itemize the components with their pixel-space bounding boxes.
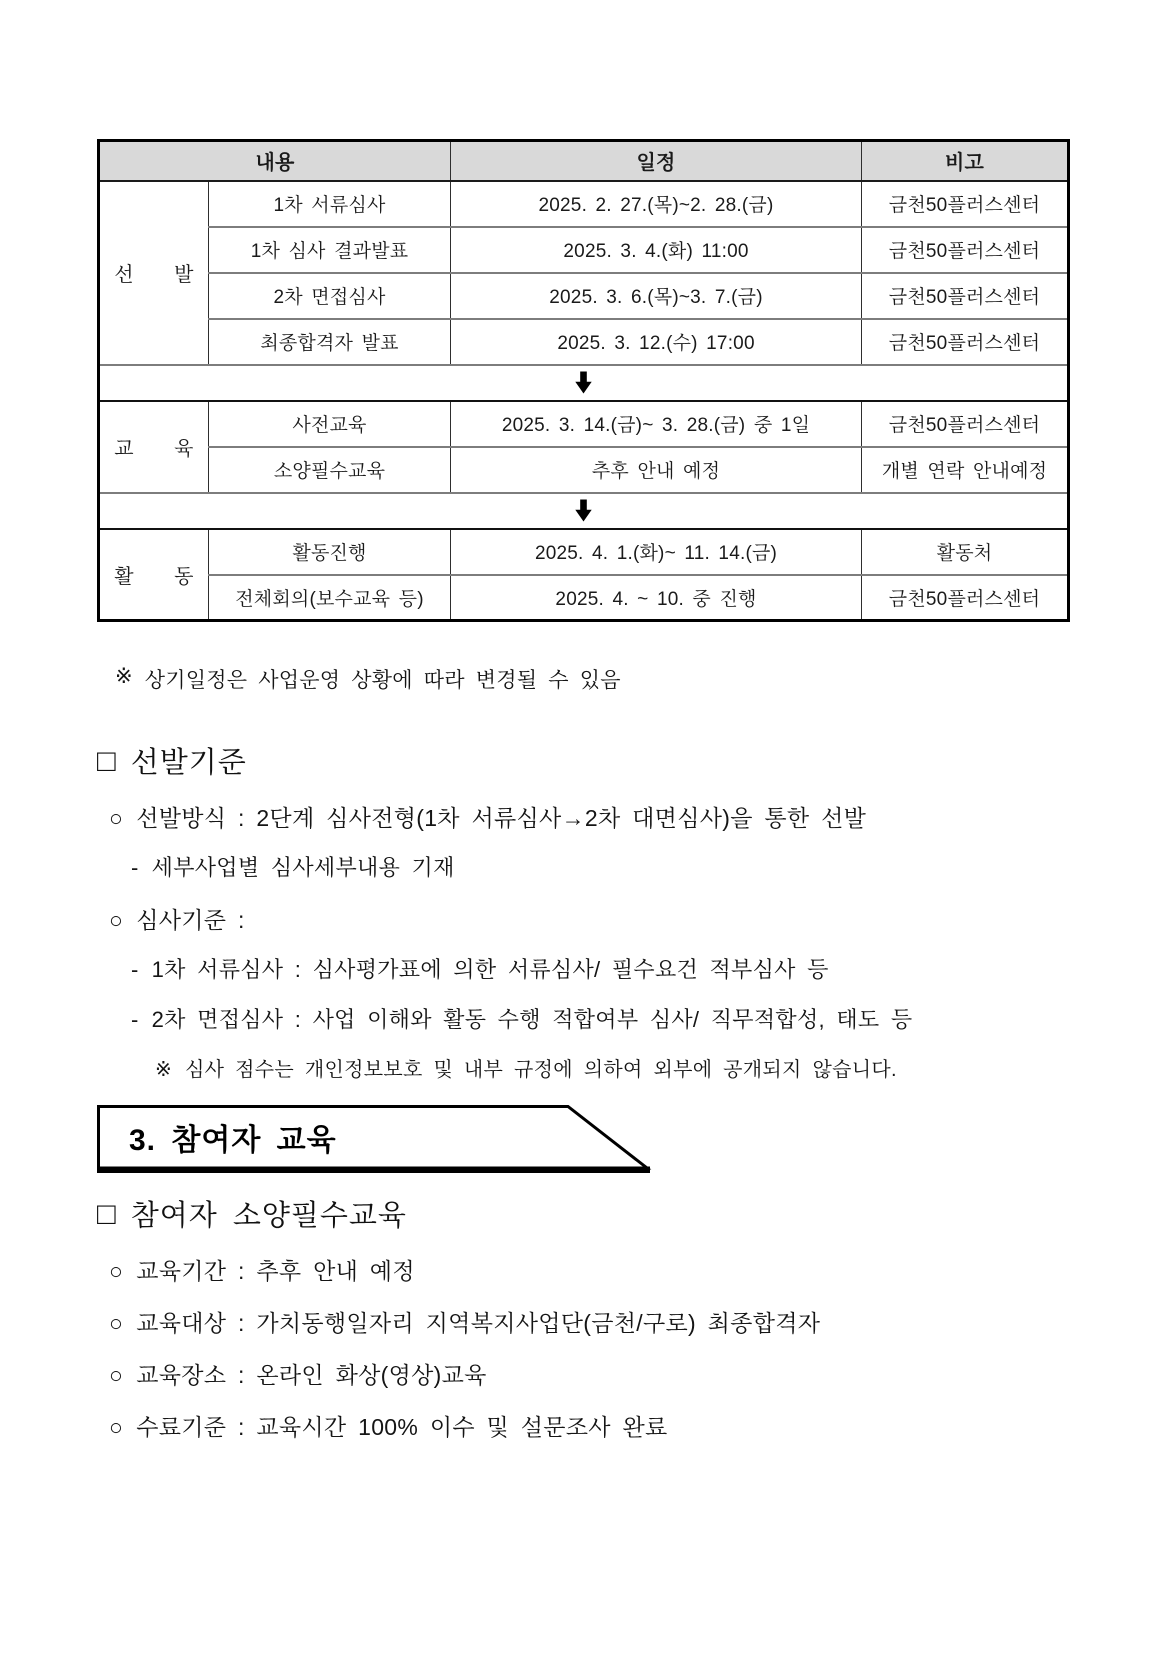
table-header-row bbox=[99, 141, 1069, 181]
note-text: 상기일정은 사업운영 상황에 따라 변경될 수 있음 bbox=[144, 669, 621, 692]
note-cell: 활동처 bbox=[862, 529, 1069, 575]
table-row bbox=[99, 401, 1069, 447]
table-row bbox=[99, 447, 1069, 493]
schedule-cell: 2025. 3. 6.(목)~3. 7.(금) bbox=[451, 273, 862, 319]
list-item-text: 교육기간 : 추후 안내 예정 bbox=[136, 1258, 415, 1284]
schedule-cell: 2025. 4. ~ 10. 중 진행 bbox=[451, 575, 862, 621]
schedule-cell: 2025. 3. 12.(수) 17:00 bbox=[451, 319, 862, 365]
dash-bullet-icon: - bbox=[131, 855, 139, 880]
square-bullet-icon: □ bbox=[97, 1195, 117, 1231]
list-item bbox=[97, 1256, 1070, 1286]
schedule-cell: 2025. 3. 4.(화) 11:00 bbox=[451, 227, 862, 273]
heading-text: 참여자 소양필수교육 bbox=[130, 1200, 407, 1232]
item-cell: 최종합격자 발표 bbox=[209, 319, 451, 365]
list-item-text: 선발방식 : 2단계 심사전형(1차 서류심사→2차 대면심사)을 통한 선발 bbox=[136, 805, 867, 831]
heading-selection-criteria bbox=[97, 740, 1070, 781]
note-cell: 금천50플러스센터 bbox=[862, 401, 1069, 447]
phase-label-selection: 선 발 bbox=[99, 181, 209, 365]
schedule-cell: 2025. 2. 27.(목)~2. 28.(금) bbox=[451, 181, 862, 227]
header-schedule: 일정 bbox=[451, 141, 862, 181]
table-row bbox=[99, 181, 1069, 227]
phase-label-education: 교 육 bbox=[99, 401, 209, 493]
item-cell: 1차 서류심사 bbox=[209, 181, 451, 227]
list-item-text: 심사기준 : bbox=[136, 907, 245, 933]
schedule-change-note bbox=[97, 664, 1070, 694]
reference-mark-icon: ※ bbox=[155, 1059, 173, 1081]
schedule-cell: 추후 안내 예정 bbox=[451, 447, 862, 493]
list-item bbox=[97, 1308, 1070, 1338]
table-row bbox=[99, 227, 1069, 273]
list-item bbox=[97, 955, 1070, 985]
heading-participant-education bbox=[97, 1193, 1070, 1234]
list-item bbox=[97, 1360, 1070, 1390]
circle-bullet-icon: ○ bbox=[109, 1310, 124, 1336]
phase-label-activity: 활 동 bbox=[99, 529, 209, 621]
item-cell: 활동진행 bbox=[209, 529, 451, 575]
list-item bbox=[97, 1412, 1070, 1442]
circle-bullet-icon: ○ bbox=[109, 805, 124, 831]
table-row bbox=[99, 575, 1069, 621]
list-item bbox=[97, 803, 1070, 833]
note-text: 심사 점수는 개인정보보호 및 내부 규정에 의하여 외부에 공개되지 않습니다. bbox=[185, 1059, 897, 1081]
list-item bbox=[97, 1005, 1070, 1035]
list-item-text: 수료기준 : 교육시간 100% 이수 및 설문조사 완료 bbox=[136, 1414, 668, 1440]
circle-bullet-icon: ○ bbox=[109, 1362, 124, 1388]
note-cell: 금천50플러스센터 bbox=[862, 319, 1069, 365]
table-row bbox=[99, 273, 1069, 319]
reference-mark-icon: ※ bbox=[115, 665, 133, 688]
note-cell: 금천50플러스센터 bbox=[862, 273, 1069, 319]
schedule-cell: 2025. 3. 14.(금)~ 3. 28.(금) 중 1일 bbox=[451, 401, 862, 447]
circle-bullet-icon: ○ bbox=[109, 907, 124, 933]
down-arrow-icon bbox=[575, 499, 592, 522]
note-cell: 금천50플러스센터 bbox=[862, 227, 1069, 273]
list-item-text: 교육대상 : 가치동행일자리 지역복지사업단(금천/구로) 최종합격자 bbox=[136, 1310, 821, 1336]
item-cell: 사전교육 bbox=[209, 401, 451, 447]
flow-arrow-row bbox=[99, 365, 1069, 401]
list-item-text: 2차 면접심사 : 사업 이해와 활동 수행 적합여부 심사/ 직무적합성, 태도 등 bbox=[151, 1007, 913, 1032]
schedule-table bbox=[97, 139, 1070, 622]
dash-bullet-icon: - bbox=[131, 957, 139, 982]
schedule-cell: 2025. 4. 1.(화)~ 11. 14.(금) bbox=[451, 529, 862, 575]
dash-bullet-icon: - bbox=[131, 1007, 139, 1032]
table-row bbox=[99, 529, 1069, 575]
item-cell: 전체회의(보수교육 등) bbox=[209, 575, 451, 621]
section-title: 3. 참여자 교육 bbox=[129, 1124, 337, 1157]
header-content: 내용 bbox=[99, 141, 451, 181]
list-item-text: 교육장소 : 온라인 화상(영상)교육 bbox=[136, 1362, 487, 1388]
down-arrow-icon bbox=[575, 371, 592, 394]
section-banner bbox=[97, 1105, 653, 1177]
list-item-text: 1차 서류심사 : 심사평가표에 의한 서류심사/ 필수요건 적부심사 등 bbox=[151, 957, 829, 982]
circle-bullet-icon: ○ bbox=[109, 1258, 124, 1284]
note-cell: 금천50플러스센터 bbox=[862, 181, 1069, 227]
heading-text: 선발기준 bbox=[130, 747, 247, 779]
circle-bullet-icon: ○ bbox=[109, 1414, 124, 1440]
header-note: 비고 bbox=[862, 141, 1069, 181]
list-item bbox=[97, 905, 1070, 935]
table-row bbox=[99, 319, 1069, 365]
square-bullet-icon: □ bbox=[97, 742, 117, 778]
list-item-text: 세부사업별 심사세부내용 기재 bbox=[151, 855, 455, 880]
flow-arrow-row bbox=[99, 493, 1069, 529]
list-item bbox=[97, 853, 1070, 883]
item-cell: 2차 면접심사 bbox=[209, 273, 451, 319]
privacy-note bbox=[97, 1055, 1070, 1085]
note-cell: 금천50플러스센터 bbox=[862, 575, 1069, 621]
item-cell: 1차 심사 결과발표 bbox=[209, 227, 451, 273]
note-cell: 개별 연락 안내예정 bbox=[862, 447, 1069, 493]
item-cell: 소양필수교육 bbox=[209, 447, 451, 493]
